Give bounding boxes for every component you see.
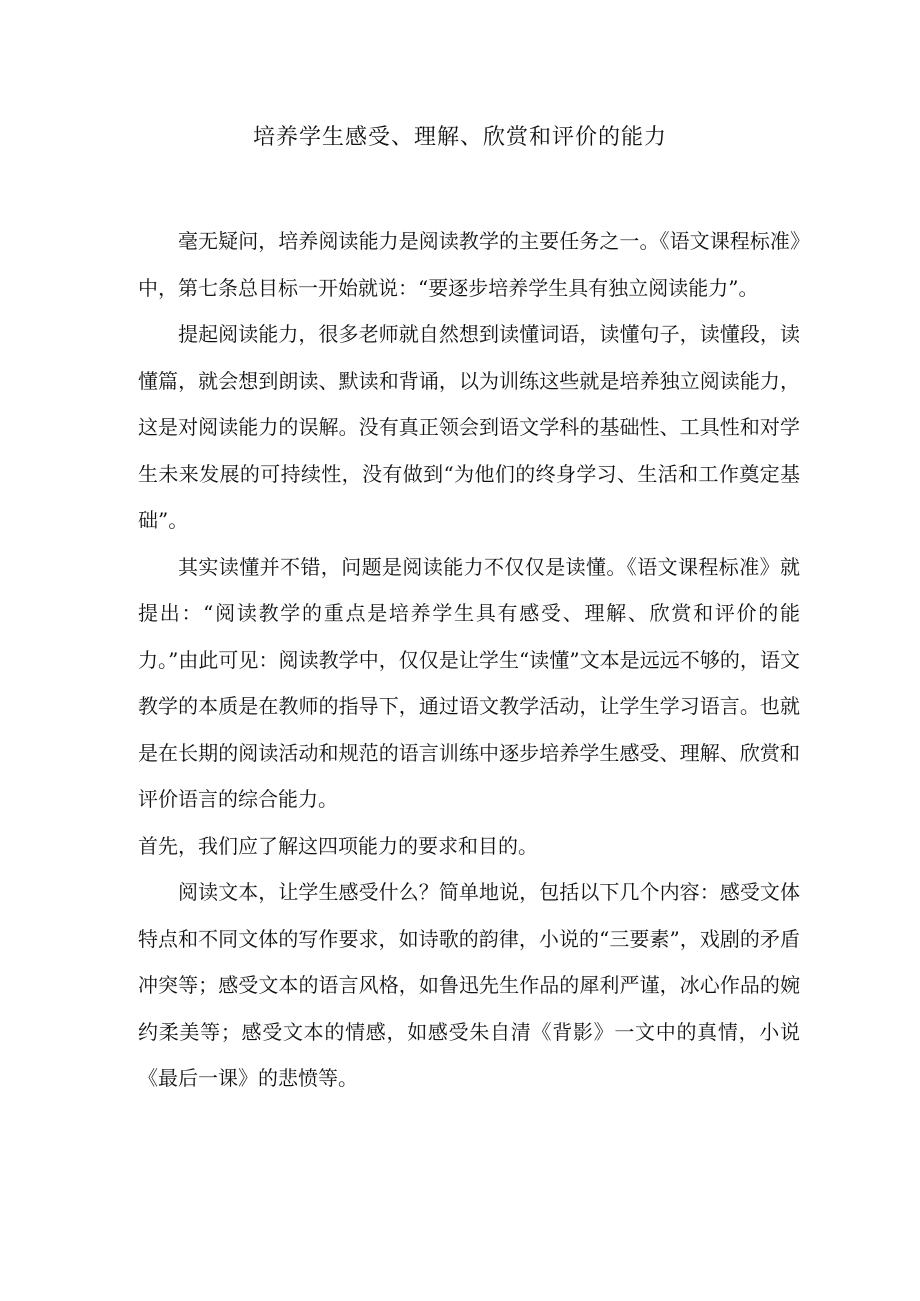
document-title: 培养学生感受、理解、欣赏和评价的能力 [252,125,667,150]
paragraph-5: 阅读文本，让学生感受什么？简单地说，包括以下几个内容：感受文体特点和不同文体的写作要求，如诗歌的韵律，小说的“三要素”，戏剧的矛盾冲突等；感受文本的语言风格，如鲁迅先生作品的犀利严谨，冰心作品的婉约柔美等；感受文本的情感，如感受朱自清《背影》一文中的真情，小说《最后一课》的悲愤等。 [138,880,800,1090]
paragraph-4: 首先，我们应了解这四项能力的要求和目的。 [138,833,538,858]
paragraph-2: 提起阅读能力，很多老师就自然想到读懂词语，读懂句子，读懂段，读懂篇，就会想到朗读、默读和背诵，以为训练这些就是培养独立阅读能力，这是对阅读能力的误解。没有真正领会到语文学科的基础性、工具性和对学生未来发展的可持续性，没有做到“为他们的终身学习、生活和工作奠定基础”。 [138,322,800,532]
paragraph-3: 其实读懂并不错，问题是阅读能力不仅仅是读懂。《语文课程标准》就提出：“阅读教学的重点是培养学生具有感受、理解、欣赏和评价的能力。”由此可见：阅读教学中，仅仅是让学生“读懂”文本是远远不够的，语文教学的本质是在教师的指导下，通过语文教学活动，让学生学习语言。也就是在长期的阅读活动和规范的语言训练中逐步培养学生感受、理解、欣赏和评价语言的综合能力。 [138,554,800,811]
document-body [138,218,800,1102]
paragraph-1: 毫无疑问，培养阅读能力是阅读教学的主要任务之一。《语文课程标准》中，第七条总目标一开始就说：“要逐步培养学生具有独立阅读能力”。 [138,229,800,300]
